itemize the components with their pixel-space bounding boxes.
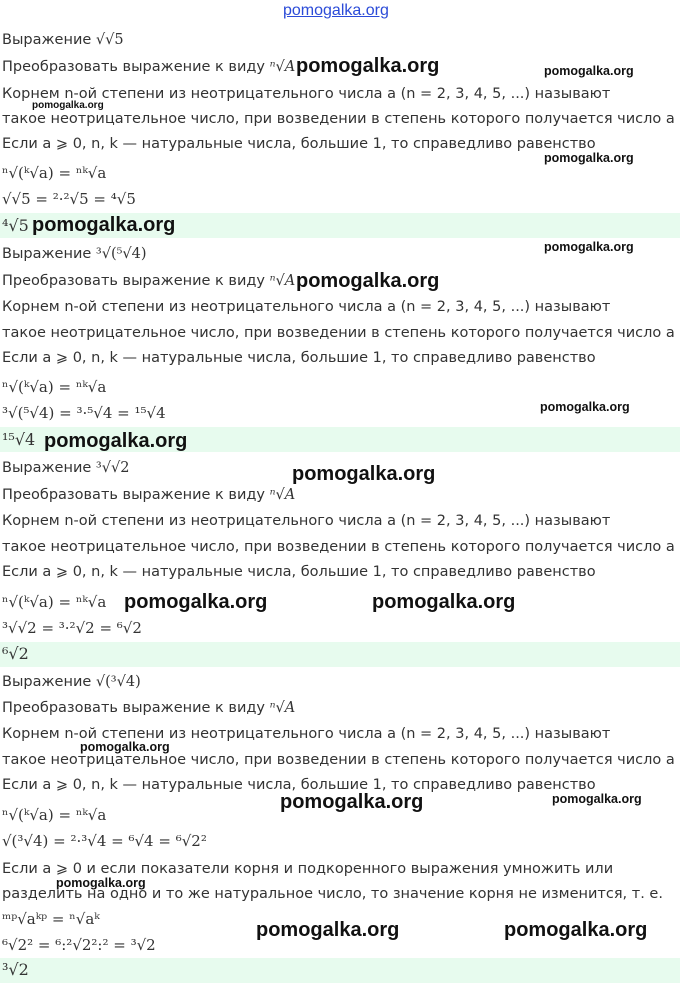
- watermark: pomogalka.org: [544, 240, 634, 254]
- task2-definition-1: Корнем n-ой степени из неотрицательного числа a (n = 2, 3, 4, 5, ...) называют: [2, 299, 611, 315]
- transform-form: ⁿ√A: [269, 700, 296, 716]
- task2-definition-2: такое неотрицательное число, при возведении в степень которого получается число a: [2, 325, 675, 341]
- task4-expression-row: [2, 672, 141, 692]
- task1-answer: ⁴√5: [2, 216, 29, 235]
- task3-solution: ³√√2 = ³·²√2 = ⁶√2: [2, 619, 142, 637]
- task1-solution: √√5 = ²·²√5 = ⁴√5: [2, 190, 136, 208]
- task1-formula: ⁿ√(ᵏ√a) = ⁿᵏ√a: [2, 164, 107, 182]
- watermark: pomogalka.org: [372, 591, 516, 613]
- transform-form: ⁿ√A: [269, 273, 296, 289]
- watermark: pomogalka.org: [44, 430, 188, 452]
- task1-condition: Если a ⩾ 0, n, k — натуральные числа, большие 1, то справедливо равенство: [2, 136, 596, 152]
- task1-definition-1: Корнем n-ой степени из неотрицательного числа a (n = 2, 3, 4, 5, ...) называют: [2, 86, 611, 102]
- expression-label: Выражение: [2, 460, 92, 476]
- task2-solution: ³√(⁵√4) = ³·⁵√4 = ¹⁵√4: [2, 404, 166, 422]
- task4-transform-row: [2, 698, 295, 718]
- watermark: pomogalka.org: [544, 64, 634, 78]
- task3-answer-bar: [0, 642, 680, 667]
- watermark: pomogalka.org: [292, 463, 436, 485]
- transform-form: ⁿ√A: [269, 59, 296, 75]
- task1-transform-row: [2, 57, 295, 77]
- task4-answer: ³√2: [2, 960, 29, 979]
- task3-transform-row: [2, 485, 295, 505]
- watermark: pomogalka.org: [296, 55, 440, 77]
- expression-math: ³√√2: [95, 460, 130, 476]
- task2-expression-row: [2, 244, 147, 264]
- task3-condition: Если a ⩾ 0, n, k — натуральные числа, большие 1, то справедливо равенство: [2, 564, 596, 580]
- watermark: pomogalka.org: [504, 919, 648, 941]
- task2-condition: Если a ⩾ 0, n, k — натуральные числа, большие 1, то справедливо равенство: [2, 350, 596, 366]
- task1-expression-row: [2, 30, 124, 50]
- transform-form: ⁿ√A: [269, 487, 296, 503]
- task3-expression-row: [2, 458, 129, 478]
- task3-answer: ⁶√2: [2, 644, 29, 663]
- watermark: pomogalka.org: [124, 591, 268, 613]
- transform-label: Преобразовать выражение к виду: [2, 487, 265, 503]
- expression-math: √√5: [95, 32, 124, 48]
- task4-condition: Если a ⩾ 0, n, k — натуральные числа, большие 1, то справедливо равенство: [2, 777, 596, 793]
- task1-definition-2: такое неотрицательное число, при возведении в степень которого получается число a: [2, 111, 675, 127]
- watermark: pomogalka.org: [540, 400, 630, 414]
- watermark: pomogalka.org: [280, 791, 424, 813]
- task4-extra-solution: ⁶√2² = ⁶:²√2²:² = ³√2: [2, 936, 156, 954]
- task2-transform-row: [2, 271, 295, 291]
- task3-definition-2: такое неотрицательное число, при возведении в степень которого получается число a: [2, 539, 675, 555]
- task4-definition-2: такое неотрицательное число, при возведении в степень которого получается число a: [2, 752, 675, 768]
- task4-definition-1: Корнем n-ой степени из неотрицательного числа a (n = 2, 3, 4, 5, ...) называют: [2, 726, 611, 742]
- site-link[interactable]: pomogalka.org: [283, 2, 389, 19]
- watermark: pomogalka.org: [552, 792, 642, 806]
- expression-label: Выражение: [2, 674, 92, 690]
- watermark: pomogalka.org: [80, 740, 170, 754]
- task4-answer-bar: [0, 958, 680, 983]
- watermark: pomogalka.org: [32, 214, 176, 236]
- expression-label: Выражение: [2, 246, 92, 262]
- task4-extra-formula: ᵐᵖ√aᵏᵖ = ⁿ√aᵏ: [2, 910, 100, 928]
- transform-label: Преобразовать выражение к виду: [2, 700, 265, 716]
- expression-label: Выражение: [2, 32, 92, 48]
- task4-formula: ⁿ√(ᵏ√a) = ⁿᵏ√a: [2, 806, 107, 824]
- watermark: pomogalka.org: [296, 270, 440, 292]
- task3-formula: ⁿ√(ᵏ√a) = ⁿᵏ√a: [2, 593, 107, 611]
- watermark: pomogalka.org: [544, 151, 634, 165]
- task2-answer: ¹⁵√4: [2, 430, 36, 449]
- task4-solution: √(³√4) = ²·³√4 = ⁶√4 = ⁶√2²: [2, 832, 207, 850]
- task3-definition-1: Корнем n-ой степени из неотрицательного числа a (n = 2, 3, 4, 5, ...) называют: [2, 513, 611, 529]
- watermark: pomogalka.org: [256, 919, 400, 941]
- watermark: pomogalka.org: [56, 876, 146, 890]
- transform-label: Преобразовать выражение к виду: [2, 273, 265, 289]
- task4-extra-1: Если a ⩾ 0 и если показатели корня и подкоренного выражения умножить или: [2, 861, 614, 877]
- task4-extra-2: разделить на одно и то же натуральное число, то значение корня не изменится, т. е.: [2, 886, 663, 902]
- expression-math: √(³√4): [95, 674, 141, 690]
- watermark: pomogalka.org: [32, 100, 104, 111]
- task2-formula: ⁿ√(ᵏ√a) = ⁿᵏ√a: [2, 378, 107, 396]
- transform-label: Преобразовать выражение к виду: [2, 59, 265, 75]
- expression-math: ³√(⁵√4): [95, 246, 147, 262]
